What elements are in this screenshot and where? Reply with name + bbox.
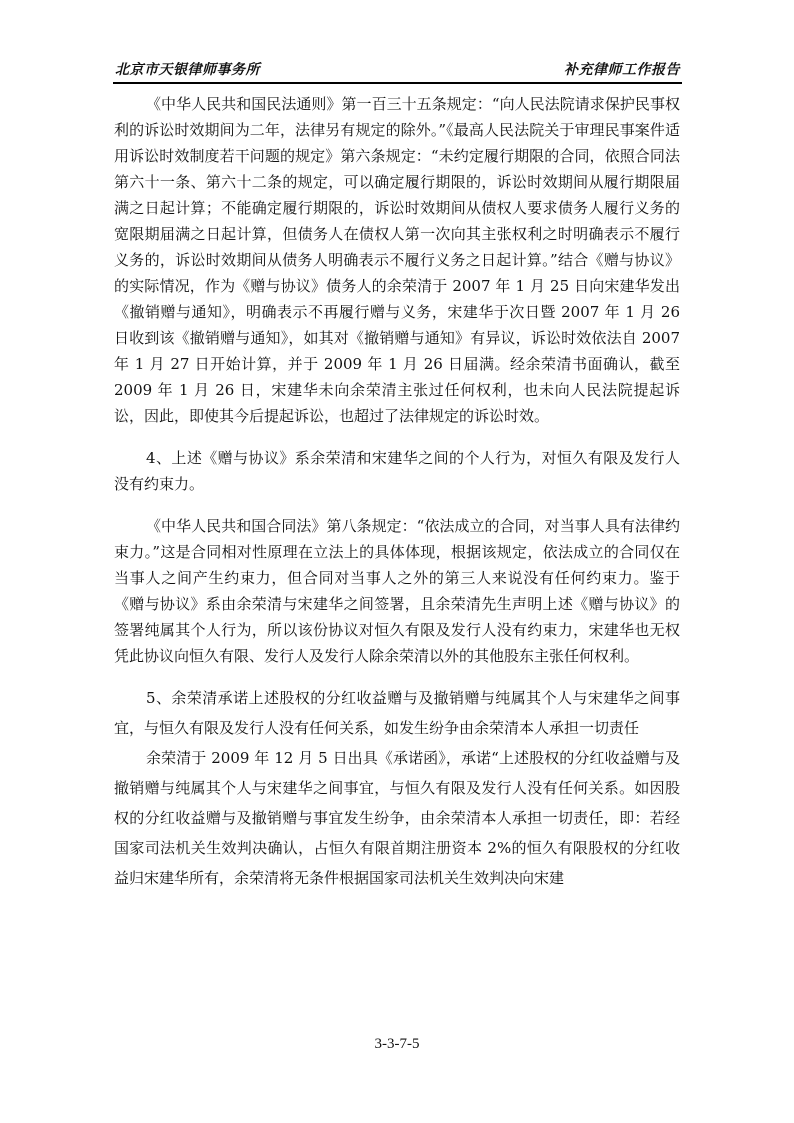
document-body — [114, 91, 680, 893]
paragraph-commitment-letter: 余荣清于 2009 年 12 月 5 日出具《承诺函》，承诺“上述股权的分红收益赠与及撤销赠与纯属其个人与宋建华之间事宜，与恒久有限及发行人没有任何关系。如因股权的分红收益赠与及撤销赠与事宜发生纷争，由余荣清本人承担一切责任，即：若经国家司法机关生效判决确认，占恒久有限首期注册资本 2%的恒久有限股权的分红收益归宋建华所有，余荣清将无条件根据国家司法机关生效判决向宋建 — [114, 749, 680, 887]
report-title: 补充律师工作报告 — [564, 62, 680, 78]
paragraph-contract-law: 《中华人民共和国合同法》第八条规定：“依法成立的合同，对当事人具有法律约束力。”这是合同相对性原理在立法上的具体体现，根据该规定，依法成立的合同仅在当事人之间产生约束力，但合同对当事人之外的第三人来说没有任何约束力。鉴于《赠与协议》系由余荣清与宋建华之间签署，且余荣清先生声明上述《赠与协议》的签署纯属其个人行为，所以该份协议对恒久有限及发行人没有约束力，宋建华也无权凭此协议向恒久有限、发行人及发行人除余荣清以外的其他股东主张任何权利。 — [114, 517, 680, 665]
paragraph-heading-5: 5、余荣清承诺上述股权的分红收益赠与及撤销赠与纯属其个人与宋建华之间事宜，与恒久有限及发行人没有任何关系，如发生纷争由余荣清本人承担一切责任 — [114, 689, 680, 737]
page-header — [113, 60, 682, 84]
paragraph-heading-4: 4、上述《赠与协议》系余荣清和宋建华之间的个人行为，对恒久有限及发行人没有约束力。 — [114, 449, 680, 493]
page-number: 3-3-7-5 — [374, 1036, 420, 1052]
paragraph-statute-of-limitations: 《中华人民共和国民法通则》第一百三十五条规定：“向人民法院请求保护民事权利的诉讼时效期间为二年，法律另有规定的除外。”《最高人民法院关于审理民事案件适用诉讼时效制度若干问题的规定》第六条规定：“未约定履行期限的合同，依照合同法第六十一条、第六十二条的规定，可以确定履行期限的，诉讼时效期间从履行期限届满之日起计算；不能确定履行期限的，诉讼时效期间从债权人要求债务人履行义务的宽限期届满之日起计算，但债务人在债权人第一次向其主张权利之时明确表示不履行义务的，诉讼时效期间从债务人明确表示不履行义务之日起计算。”结合《赠与协议》的实际情况，作为《赠与协议》债务人的余荣清于 2007 年 1 月 25 日向宋建华发出《撤销赠与通知》，明确表示不再履行赠与义务，宋建华于次日暨 2007 年 1 月 26 日收到该《撤销赠与通知》，如其对《撤销赠与通知》有异议，诉讼时效依法自 2007 年 1 月 27 日开始计算，并于 2009 年 1 月 26 日届满。经余荣清书面确认，截至 2009 年 1 月 26 日，宋建华未向余荣清主张过任何权利，也未向人民法院提起诉讼，因此，即使其今后提起诉讼，也超过了法律规定的诉讼时效。 — [114, 95, 680, 425]
firm-name: 北京市天银律师事务所 — [115, 62, 260, 78]
